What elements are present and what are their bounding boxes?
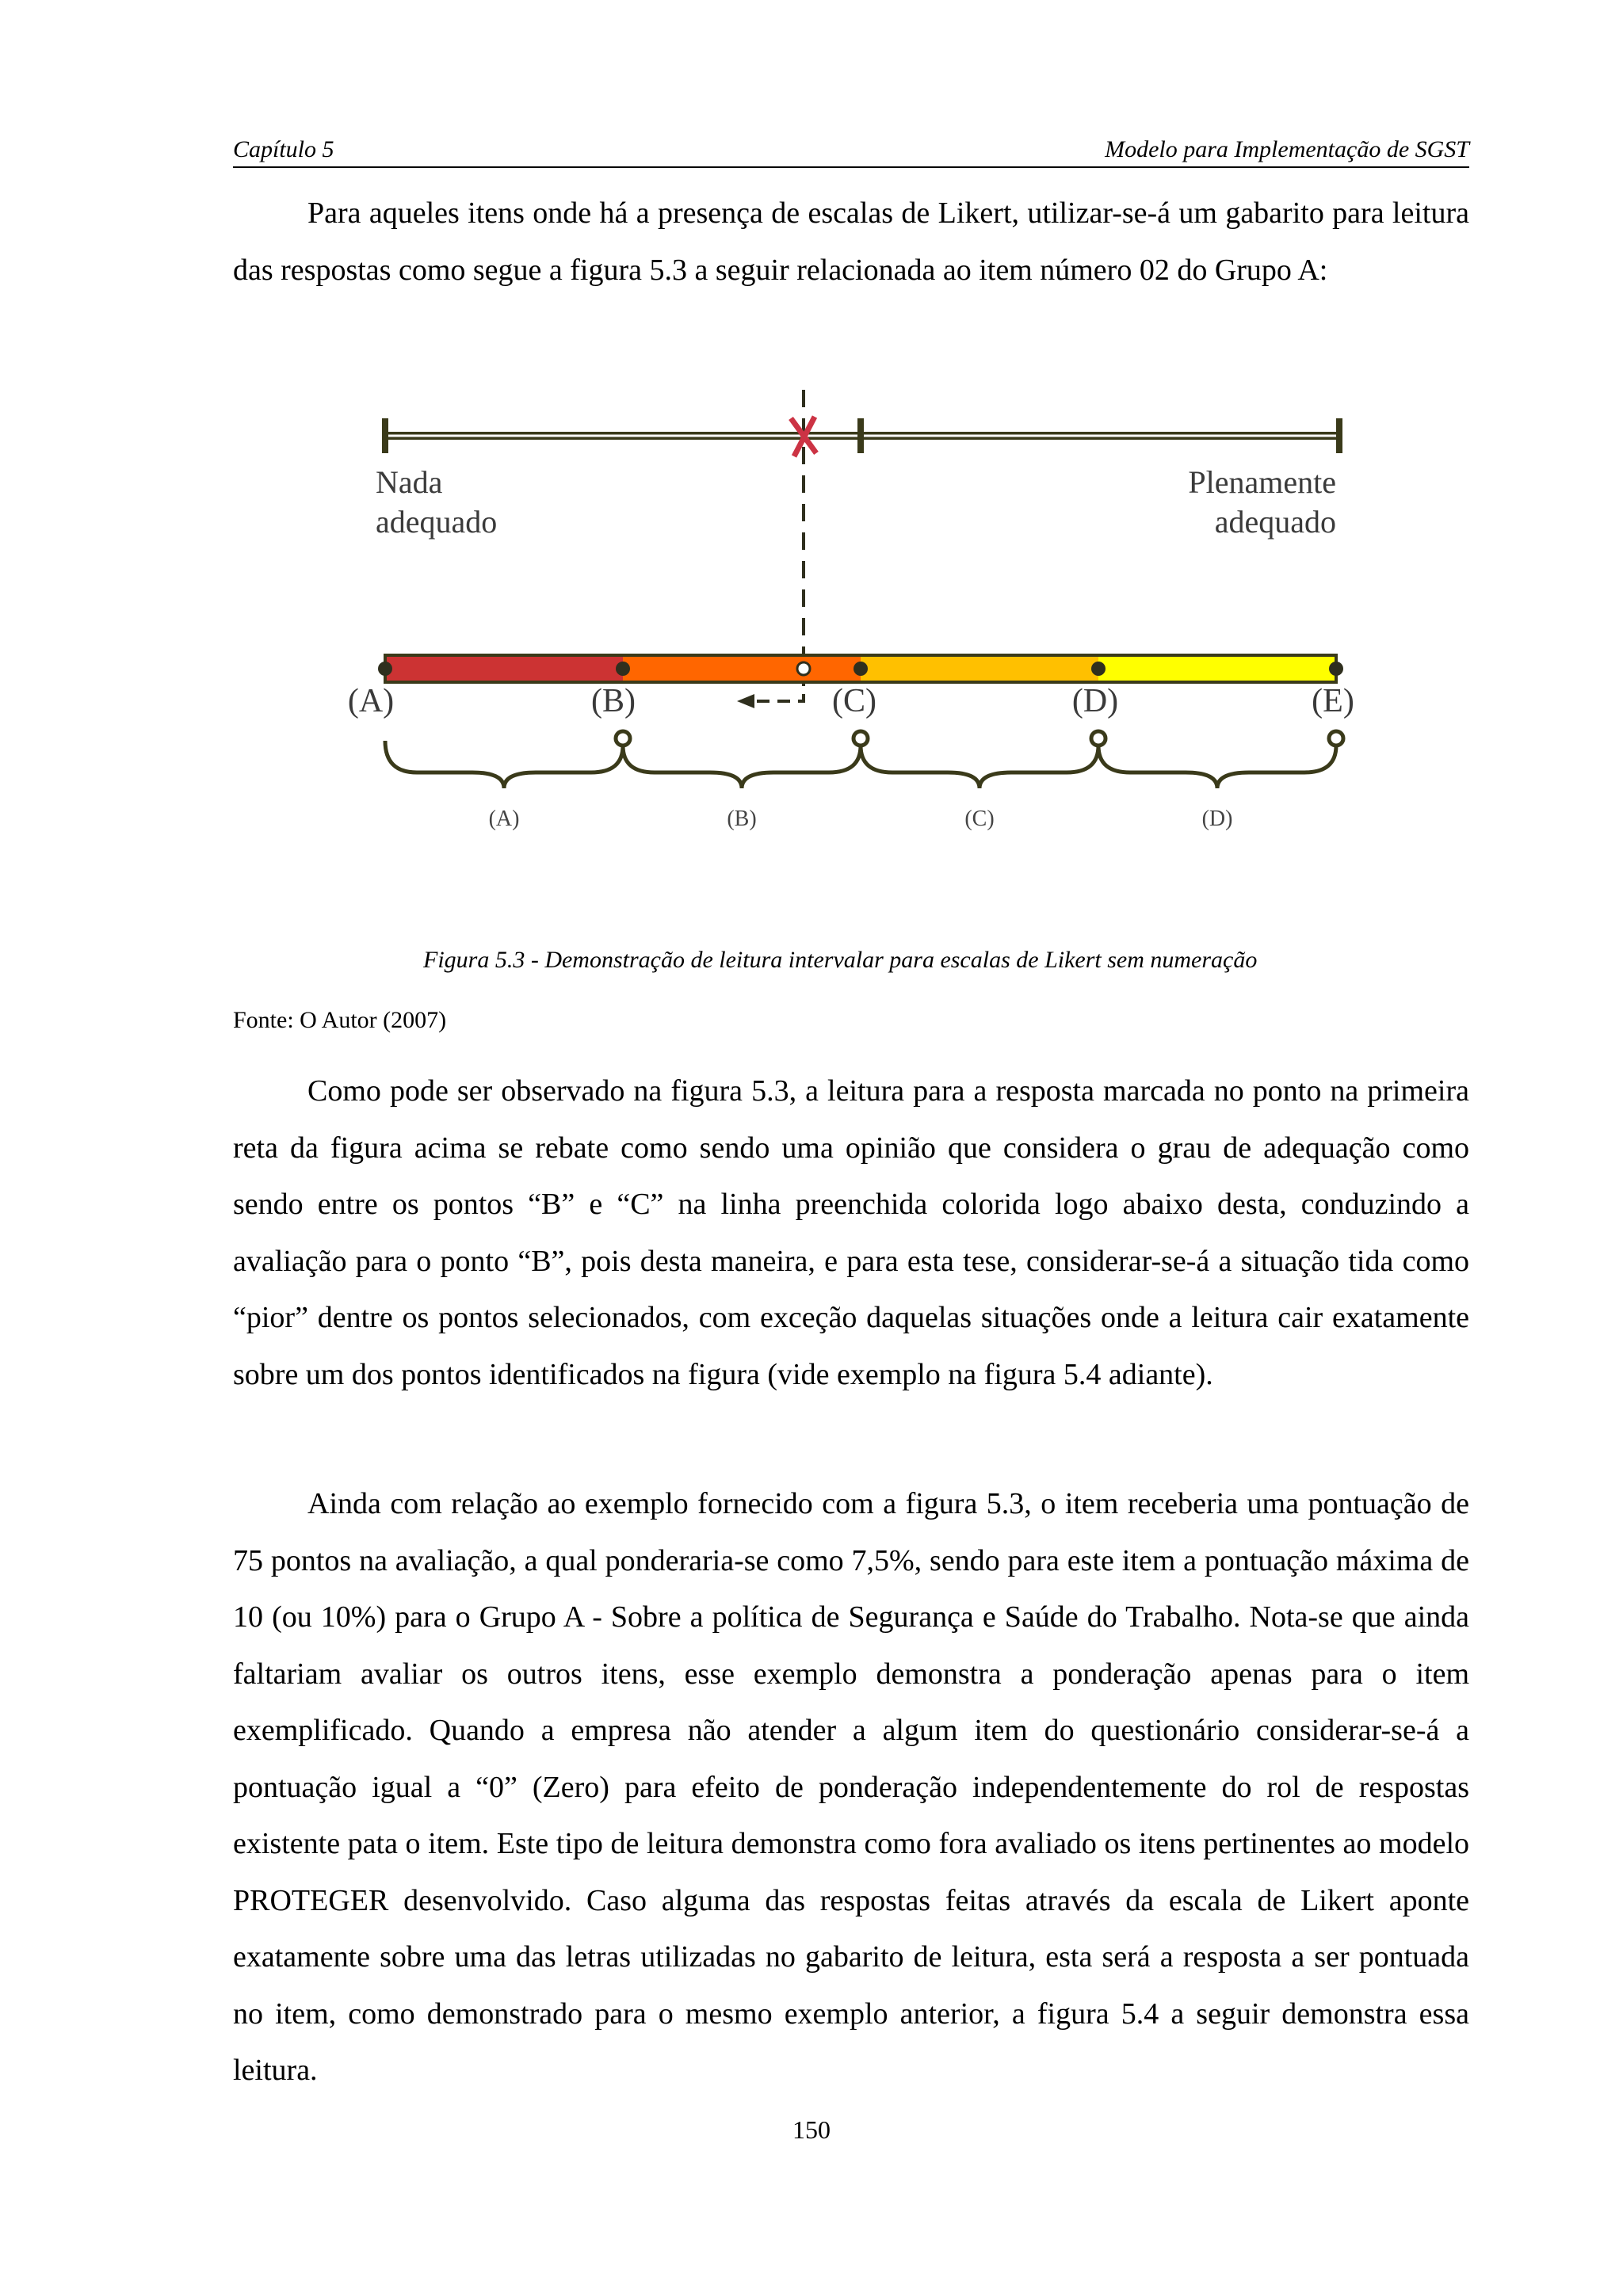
likert-figure <box>333 380 1379 871</box>
interval-label-a: (A) <box>488 807 520 831</box>
chapter-label: Capítulo 5 <box>233 136 334 162</box>
scale-left-tick <box>382 418 388 453</box>
page-number: 150 <box>792 2115 831 2144</box>
bar-point-a <box>378 662 392 676</box>
likert-diagram <box>333 380 1379 871</box>
bar-segment-b-c <box>623 655 861 682</box>
bar-point-e <box>1329 662 1343 676</box>
brace-endpoint-d <box>1091 731 1106 746</box>
point-label-d: (D) <box>1071 683 1119 719</box>
interval-label-c: (C) <box>964 807 995 831</box>
bar-segment-c-d <box>861 655 1098 682</box>
observation-paragraph: Como pode ser observado na figura 5.3, a leitura para a resposta marcada no ponto na primeira reta da figura acima se rebate como sendo uma opinião que considera o grau de adequação como sendo entre os pontos “B” e “C” na linha preenchida colorida logo abaixo desta, conduzindo a avaliação para o ponto “B”, pois desta maneira, e para esta tese, considerar-se-á a situação tida como “pior” dentre os pontos selecionados, com exceção daquelas situações onde a leitura cair exatamente sobre um dos pontos identificados na figura (vide exemplo na figura 5.4 adiante). <box>233 1074 1469 1391</box>
scale-right-label-line2: adequado <box>1214 504 1336 540</box>
scale-left-label-line2: adequado <box>376 504 498 540</box>
point-label-c: (C) <box>832 683 876 719</box>
section-label: Modelo para Implementação de SGST <box>1105 136 1469 162</box>
brace-endpoint-c <box>854 731 868 746</box>
point-label-b: (B) <box>591 683 636 719</box>
scale-right-tick <box>1336 418 1342 453</box>
projection-arrowhead <box>737 694 754 708</box>
brace-interval-b <box>623 746 861 788</box>
response-scale-line <box>382 418 1342 453</box>
scale-middle-tick <box>857 418 864 453</box>
interval-label-b: (B) <box>727 807 757 831</box>
brace-endpoint-e <box>1329 731 1343 746</box>
projected-reading-point <box>797 662 810 675</box>
scale-right-label-line1: Plenamente <box>1188 464 1336 500</box>
bar-point-c <box>854 662 868 676</box>
brace-interval-c <box>861 746 1098 788</box>
brace-interval-a <box>385 741 623 788</box>
brace-endpoint-b <box>616 731 630 746</box>
example-paragraph: Ainda com relação ao exemplo fornecido com a figura 5.3, o item receberia uma pontuação de 75 pontos na avaliação, a qual ponderaria-se como 7,5%, sendo para este item a pontuação máxima de 10 (ou 10%) para o Grupo A - Sobre a política de Segurança e Saúde do Trabalho. Nota-se que ainda faltariam avaliar os outros itens, esse exemplo demonstra a ponderação apenas para o item exemplificado. Quando a empresa não atender a algum item do questionário considerar-se-á a pontuação igual a “0” (Zero) para efeito de ponderação independentemente do rol de respostas existente pata o item. Este tipo de leitura demonstra como fora avaliado os itens pertinentes ao modelo PROTEGER desenvolvido. Caso alguma das respostas feitas através da escala de Likert aponte exatamente sobre uma das letras utilizadas no gabarito de leitura, esta será a resposta a ser pontuada no item, como demonstrado para o mesmo exemplo anterior, a figura 5.4 a seguir demonstra essa leitura. <box>233 1487 1469 2087</box>
bar-point-d <box>1091 662 1106 676</box>
intro-paragraph: Para aqueles itens onde há a presença de escalas de Likert, utilizar-se-á um gabarito para leitura das respostas como segue a figura 5.3 a seguir relacionada ao item número 02 do Grupo A: <box>233 196 1469 287</box>
interval-braces <box>385 731 1343 788</box>
scale-left-label-line1: Nada <box>376 464 443 500</box>
page-header <box>233 133 1469 168</box>
interval-label-d: (D) <box>1201 807 1233 831</box>
bar-segment-d-e <box>1098 655 1336 682</box>
figure-source: Fonte: O Autor (2007) <box>233 1007 447 1033</box>
figure-caption: Figura 5.3 - Demonstração de leitura intervalar para escalas de Likert sem numeração <box>423 947 1258 973</box>
bar-point-b <box>616 662 630 676</box>
brace-interval-d <box>1098 746 1336 788</box>
bar-segment-a-b <box>385 655 623 682</box>
point-label-e: (E) <box>1312 683 1354 719</box>
point-label-a: (A) <box>347 683 395 719</box>
